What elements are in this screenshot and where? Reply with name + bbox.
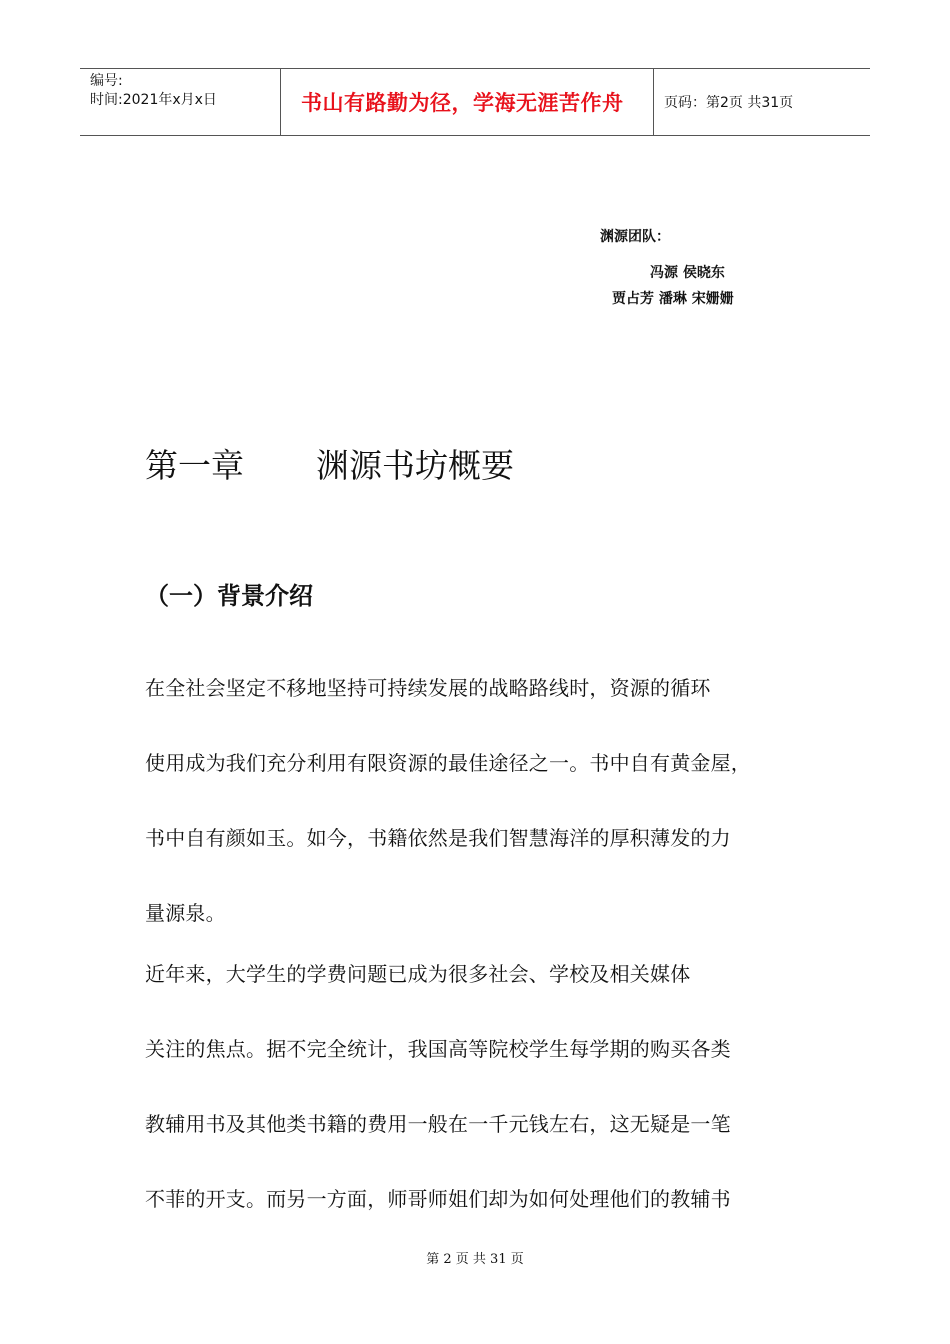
header-number-label: 编号: <box>90 73 123 89</box>
header-motto: 书山有路勤为径，学海无涯苦作舟 <box>301 91 624 115</box>
body-line: 书中自有颜如玉。如今，书籍依然是我们智慧海洋的厚积薄发的力 <box>145 826 731 850</box>
header-page-cell <box>654 69 870 135</box>
body-line: 在全社会坚定不移地坚持可持续发展的战略路线时，资源的循环 <box>145 676 711 700</box>
body-line: 教辅用书及其他类书籍的费用一般在一千元钱左右，这无疑是一笔 <box>145 1112 731 1136</box>
chapter-heading <box>145 440 514 487</box>
body-line: 近年来，大学生的学费问题已成为很多社会、学校及相关媒体 <box>145 962 691 986</box>
header-page-info: 页码：第2页 共31页 <box>664 95 794 111</box>
body-line: 量源泉。 <box>145 901 226 925</box>
team-heading: 渊源团队： <box>600 229 670 245</box>
document-header <box>80 68 870 136</box>
team-members-line2: 贾占芳 潘琳 宋姗姗 <box>612 291 734 307</box>
header-motto-cell <box>281 69 654 135</box>
chapter-title: 渊源书坊概要 <box>316 446 514 485</box>
header-time-label: 时间:2021年x月x日 <box>90 92 217 108</box>
section-heading: （一）背景介绍 <box>145 582 313 610</box>
header-meta-cell <box>80 69 281 135</box>
chapter-number: 第一章 <box>145 446 244 485</box>
body-line: 不菲的开支。而另一方面，师哥师姐们却为如何处理他们的教辅书 <box>145 1187 731 1211</box>
team-members-line1: 冯源 侯晓东 <box>650 265 725 281</box>
page-footer: 第 2 页 共 31 页 <box>426 1252 524 1267</box>
body-line: 关注的焦点。据不完全统计，我国高等院校学生每学期的购买各类 <box>145 1037 731 1061</box>
body-line: 使用成为我们充分利用有限资源的最佳途径之一。书中自有黄金屋， <box>145 751 751 775</box>
